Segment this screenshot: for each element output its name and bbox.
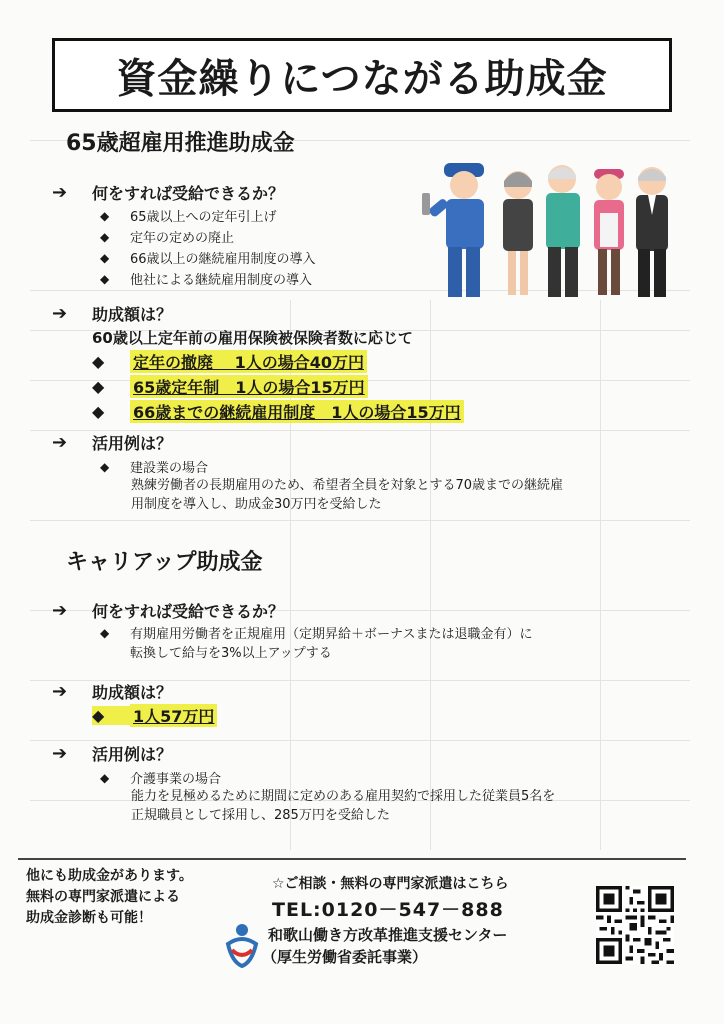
condition-item	[100, 226, 316, 247]
center-name: 和歌山働き方改革推進支援センター	[268, 926, 508, 944]
amount-text: 66歳までの継続雇用制度 1人の場合15万円	[130, 400, 464, 423]
condition-text: 66歳以上の継続雇用制度の導入	[130, 252, 316, 267]
footer-note-line: 他にも助成金があります。	[26, 868, 193, 884]
section1-conditions	[100, 205, 316, 289]
diamond-bullet-icon: ◆	[92, 401, 105, 421]
example-case	[100, 768, 221, 787]
condition-item	[100, 247, 316, 268]
footer-divider	[18, 858, 686, 860]
section1-q1	[52, 181, 284, 204]
section1-q3	[52, 431, 172, 454]
elderly-woman-apron-figure	[594, 169, 624, 295]
diamond-bullet-icon: ◆	[100, 271, 110, 286]
amount-text: 定年の撤廃 1人の場合40万円	[130, 350, 367, 373]
example-line: 能力を見極めるために期間に定めのある雇用契約で採用した従業員5名を	[131, 789, 556, 804]
section1-q3-label: 活用例は？	[92, 434, 173, 453]
footer-note-line: 助成金診断も可能！	[26, 910, 152, 926]
condition-item	[100, 205, 316, 226]
amount-item	[92, 350, 464, 372]
example-case-label: 建設業の場合	[130, 461, 209, 476]
title-box	[52, 38, 672, 112]
condition-text: 有期雇用労働者を正規雇用（定期昇給＋ボーナスまたは退職金有）に	[130, 627, 533, 642]
diamond-bullet-icon: ◆	[92, 376, 105, 396]
qr-code[interactable]	[596, 886, 674, 964]
section2-q2-label: 助成額は？	[92, 683, 173, 702]
section2-q2	[52, 680, 172, 703]
consult-label: ☆ご相談・無料の専門家派遣はこちら	[272, 876, 509, 892]
example-description	[131, 787, 555, 825]
footer-left-note	[26, 866, 193, 929]
diamond-bullet-icon: ◆	[92, 706, 130, 725]
section1-heading: 65歳超雇用推進助成金	[66, 131, 295, 156]
section1-q2-label: 助成額は？	[92, 305, 173, 324]
condition-text: 65歳以上への定年引上げ	[130, 210, 277, 225]
example-case-label: 介護事業の場合	[130, 772, 222, 787]
example-description	[131, 476, 563, 514]
arrow-icon: ➔	[52, 303, 68, 324]
diamond-bullet-icon: ◆	[100, 459, 110, 474]
footer-note-line: 無料の専門家派遣による	[26, 889, 180, 905]
arrow-icon: ➔	[52, 182, 68, 203]
elderly-businessman-figure	[636, 167, 668, 297]
arrow-icon: ➔	[52, 432, 68, 453]
phone-number[interactable]: TEL:0120－547－888	[272, 899, 504, 921]
office-woman-figure	[503, 171, 533, 295]
elderly-man-green-figure	[546, 165, 580, 297]
condition-text: 他社による継続雇用制度の導入	[130, 273, 313, 288]
arrow-icon: ➔	[52, 743, 68, 764]
senior-workers-illustration	[420, 155, 680, 305]
worker-with-wrench-figure	[422, 163, 484, 297]
amount-item	[92, 400, 464, 422]
diamond-bullet-icon: ◆	[100, 625, 110, 640]
amount-text: 1人57万円	[130, 704, 217, 727]
center-logo-icon	[222, 920, 262, 970]
example-line: 用制度を導入し、助成金30万円を受給した	[131, 497, 382, 512]
arrow-icon: ➔	[52, 681, 68, 702]
amount-text: 65歳定年制 1人の場合15万円	[130, 375, 368, 398]
diamond-bullet-icon: ◆	[100, 229, 110, 244]
section2-heading: キャリアップ助成金	[66, 550, 263, 575]
condition-item	[100, 623, 532, 642]
amount-item	[92, 375, 464, 397]
section2-q3	[52, 742, 172, 765]
diamond-bullet-icon: ◆	[100, 770, 110, 785]
section1-amounts	[92, 350, 464, 422]
section2-q1	[52, 599, 284, 622]
section1-q2	[52, 302, 172, 325]
diamond-bullet-icon: ◆	[100, 208, 110, 223]
condition-item	[100, 268, 316, 289]
condition-text-cont: 転換して給与を3%以上アップする	[130, 646, 332, 661]
section2-q3-label: 活用例は？	[92, 745, 173, 764]
section1-q1-label: 何をすれば受給できるか？	[92, 184, 285, 203]
condition-text: 定年の定めの廃止	[130, 231, 235, 246]
center-subtitle: （厚生労働省委託事業）	[262, 948, 428, 966]
example-line: 正規職員として採用し、285万円を受給した	[131, 808, 390, 823]
diamond-bullet-icon: ◆	[100, 250, 110, 265]
diamond-bullet-icon: ◆	[92, 351, 105, 371]
section2-q1-label: 何をすれば受給できるか？	[92, 602, 285, 621]
example-case	[100, 457, 208, 476]
section2-condition	[100, 623, 532, 663]
arrow-icon: ➔	[52, 600, 68, 621]
example-line: 熟練労働者の長期雇用のため、希望者全員を対象とする70歳までの継続雇	[131, 478, 564, 493]
page-title: 資金繰りにつながる助成金	[116, 55, 608, 102]
amount-intro: 60歳以上定年前の雇用保険被保険者数に応じて	[92, 329, 413, 347]
section2-amount	[92, 704, 217, 726]
